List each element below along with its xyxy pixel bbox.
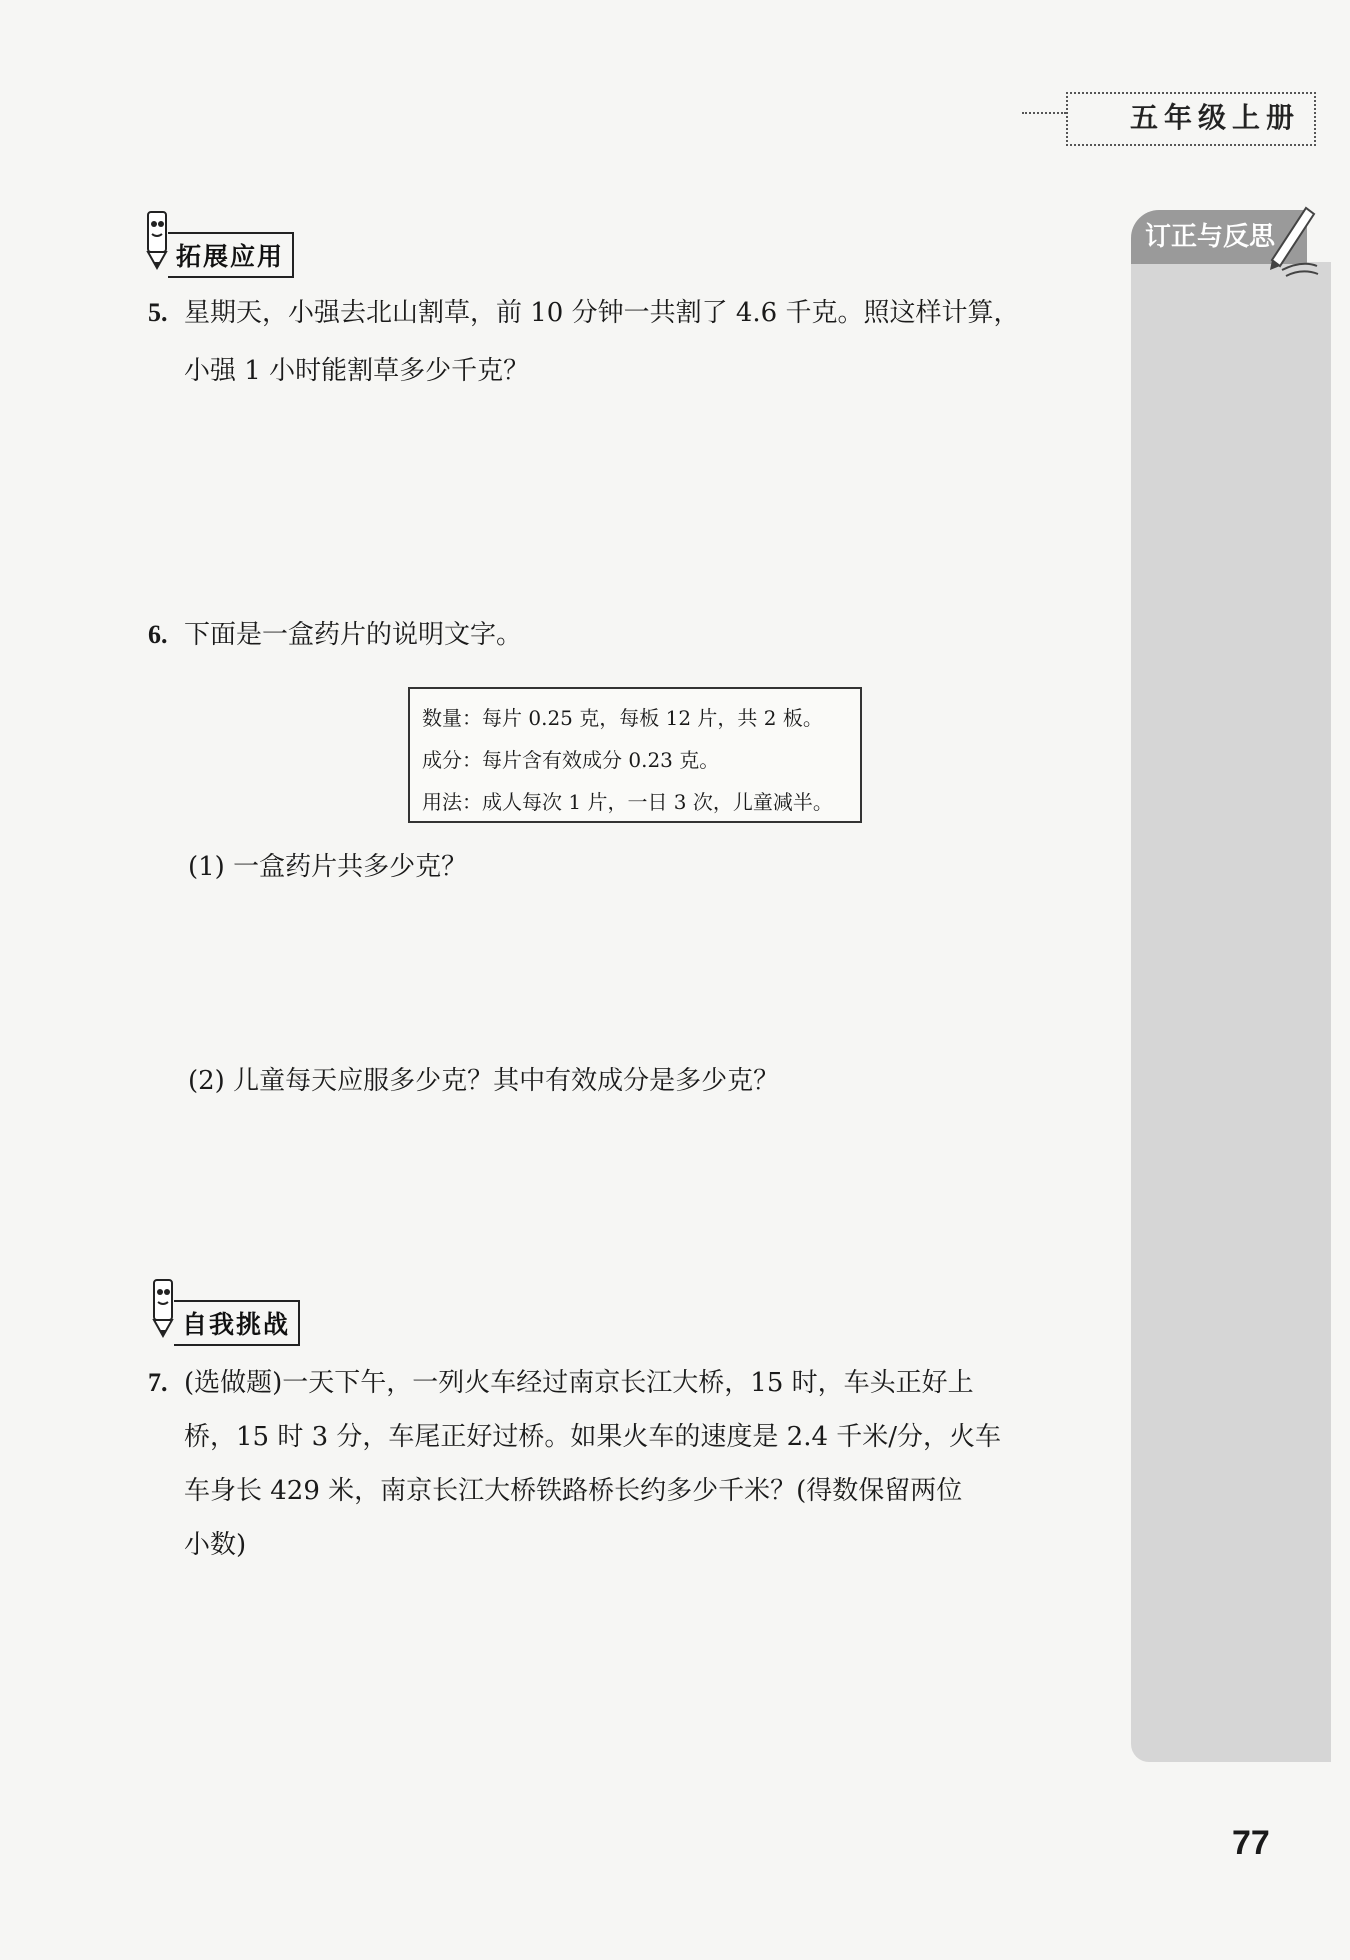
correction-column	[1131, 262, 1331, 1762]
grade-label: 五年级上册	[1130, 101, 1301, 134]
q6-number: 6.	[148, 620, 168, 649]
q5-line1: 星期天，小强去北山割草，前 10 分钟一共割了 4.6 千克。照这样计算，	[184, 298, 1020, 328]
info-line-ingredient: 成分：每片含有效成分 0.23 克。	[422, 748, 720, 772]
q5-line2: 小强 1 小时能割草多少千克？	[184, 356, 530, 386]
section-title-self-challenge: 自我挑战	[174, 1300, 300, 1346]
q6-intro: 下面是一盒药片的说明文字。	[184, 620, 523, 650]
info-line-quantity: 数量：每片 0.25 克，每板 12 片，共 2 板。	[422, 706, 823, 730]
pen-icon	[1262, 200, 1322, 280]
q5-number: 5.	[148, 298, 168, 327]
q7-line4: 小数)	[184, 1530, 247, 1560]
medicine-info-box	[408, 687, 862, 823]
q6-subquestion-1: (1) 一盒药片共多少克？	[188, 852, 468, 882]
q6-subquestion-2: (2) 儿童每天应服多少克？其中有效成分是多少克？	[188, 1066, 780, 1096]
page-number: 77	[1232, 1824, 1270, 1862]
header-rule	[1022, 112, 1066, 114]
correction-tab: 订正与反思	[1131, 210, 1307, 264]
q7-line3: 车身长 429 米，南京长江大桥铁路桥长约多少千米？(得数保留两位	[184, 1476, 963, 1506]
section-title-expand-apply: 拓展应用	[168, 232, 294, 278]
q7-line2: 桥，15 时 3 分，车尾正好过桥。如果火车的速度是 2.4 千米/分，火车	[184, 1422, 1002, 1452]
info-line-usage: 用法：成人每次 1 片，一日 3 次，儿童减半。	[422, 790, 833, 814]
q7-number: 7.	[148, 1368, 168, 1397]
q7-line1: (选做题)一天下午，一列火车经过南京长江大桥，15 时，车头正好上	[184, 1368, 974, 1398]
